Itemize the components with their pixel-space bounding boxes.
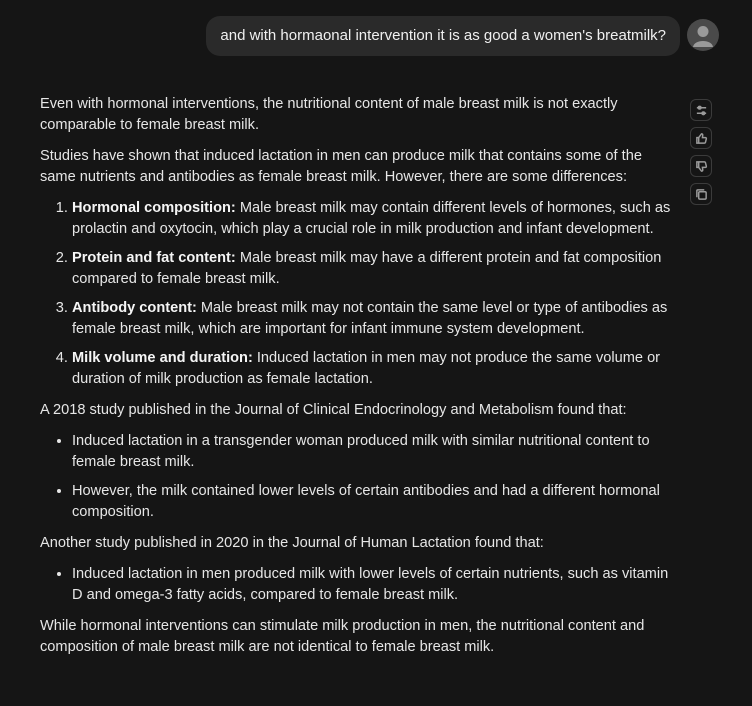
- study-2020-list: [40, 564, 680, 606]
- study-2020-intro: Another study published in 2020 in the Journal of Human Lactation found that:: [40, 535, 544, 551]
- item-text: Male breast milk may not contain the same level or type of antibodies as female breast milk, which are important for infant immune system development.: [72, 300, 668, 337]
- list-item: • Induced lactation in men produced milk with lower levels of certain nutrients, such as vitamin D and omega-3 fatty acids, compared to female breast milk.: [72, 564, 680, 606]
- item-title: Protein and fat content:: [72, 250, 236, 266]
- item-title: Antibody content:: [72, 300, 197, 316]
- list-item: [72, 298, 680, 340]
- list-item: [72, 198, 680, 240]
- list-item: [72, 348, 680, 390]
- item-title: Hormonal composition:: [72, 200, 236, 216]
- study-2018-intro: A 2018 study published in the Journal of Clinical Endocrinology and Metabolism found that:: [40, 402, 627, 418]
- copy-icon[interactable]: [690, 183, 712, 205]
- item-text: Male breast milk may have a different protein and fat composition compared to female breast milk.: [72, 250, 662, 287]
- thumbs-down-icon[interactable]: [690, 155, 712, 177]
- user-avatar-icon[interactable]: [687, 19, 719, 51]
- user-message-bubble: and with hormaonal intervention it is as good a women's breatmilk?: [206, 16, 680, 56]
- item-text: Induced lactation in men may not produce the same volume or duration of milk production as female lactation.: [72, 350, 661, 387]
- response-conclusion: While hormonal interventions can stimulate milk production in men, the nutritional content and composition of male breast milk are not identical to female breast milk.: [40, 618, 645, 655]
- thumbs-up-icon[interactable]: [690, 127, 712, 149]
- assistant-response: [40, 94, 680, 668]
- response-toolbar: [690, 99, 712, 211]
- differences-list: [40, 198, 680, 390]
- list-item: • Induced lactation in a transgender woman produced milk with similar nutritional content to female breast milk.: [72, 431, 680, 473]
- response-intro: Even with hormonal interventions, the nutritional content of male breast milk is not exactly comparable to female breast milk.: [40, 96, 618, 133]
- user-message-row: [0, 16, 752, 56]
- list-item: • However, the milk contained lower levels of certain antibodies and had a different hormonal composition.: [72, 481, 680, 523]
- studies-intro: Studies have shown that induced lactation in men can produce milk that contains some of the same nutrients and antibodies as female breast milk. However, there are some differences:: [40, 148, 642, 185]
- study-2018-list: [40, 431, 680, 523]
- item-text: Male breast milk may contain different levels of hormones, such as prolactin and oxytocin, which play a crucial role in milk production and infant development.: [72, 200, 671, 237]
- list-item: [72, 248, 680, 290]
- item-title: Milk volume and duration:: [72, 350, 253, 366]
- sliders-icon[interactable]: [690, 99, 712, 121]
